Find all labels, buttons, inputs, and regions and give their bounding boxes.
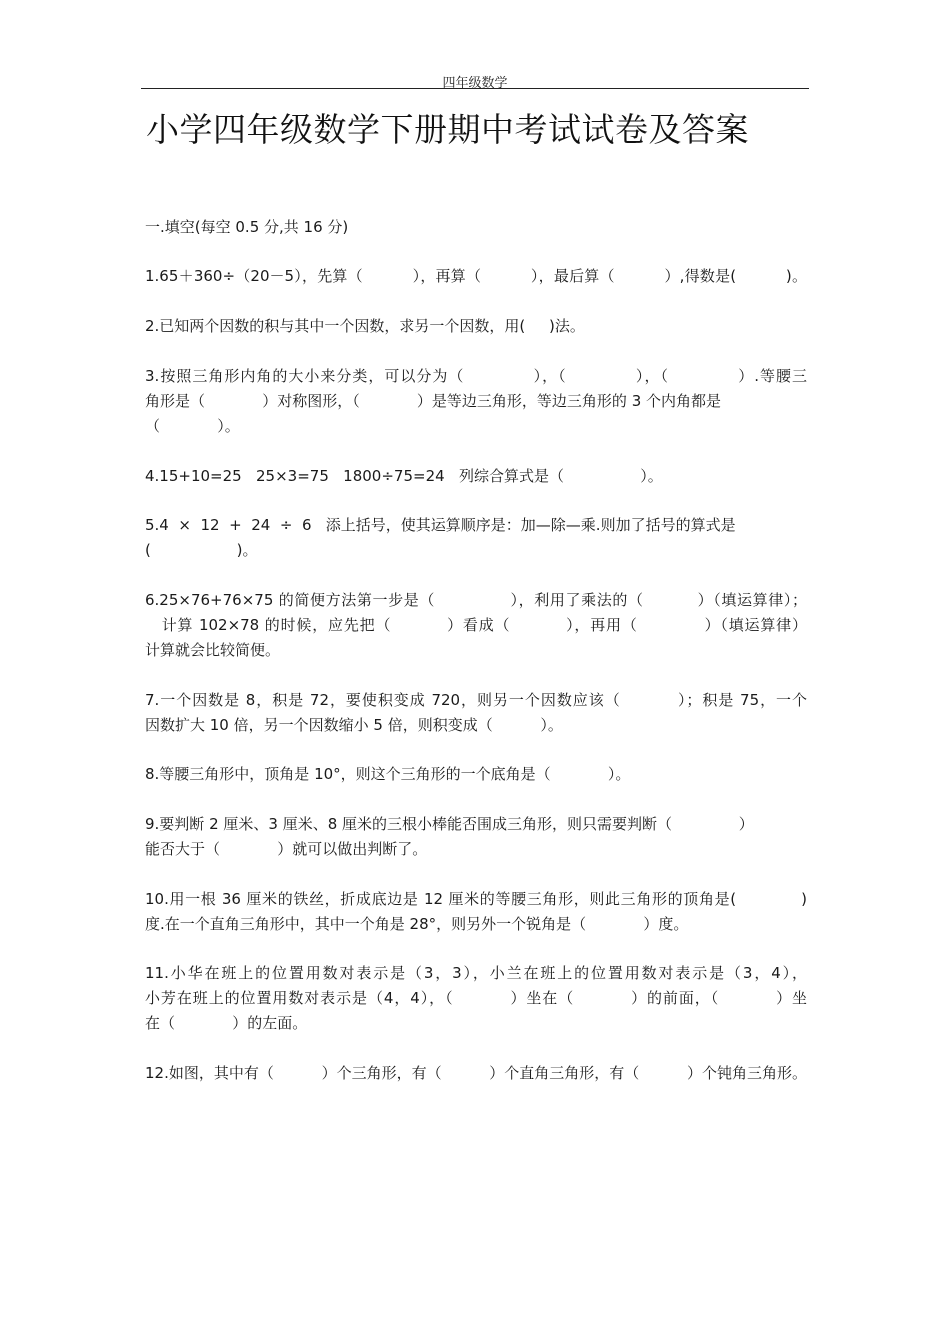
question-8 bbox=[145, 762, 807, 787]
question-line: 因数扩大 10 倍，另一个因数缩小 5 倍，则积变成（ ）。 bbox=[145, 716, 563, 734]
question-line: 5.4 × 12 + 24 ÷ 6 添上括号，使其运算顺序是：加—除—乘.则加了括号的算式是 bbox=[145, 516, 736, 534]
question-line: 计算 102×78 的时候，应先把（ ）看成（ ），再用（ ）（填运算律） bbox=[145, 616, 807, 634]
running-header: 四年级数学 bbox=[442, 76, 508, 91]
question-7 bbox=[145, 688, 807, 738]
question-line: 10.用一根 36 厘米的铁丝，折成底边是 12 厘米的等腰三角形，则此三角形的顶角是( ) bbox=[145, 890, 807, 908]
question-line: 在（ ）的左面。 bbox=[145, 1014, 308, 1032]
question-line: 计算就会比较简便。 bbox=[145, 641, 281, 659]
question-line: 12.如图，其中有（ ）个三角形，有（ ）个直角三角形，有（ ）个钝角三角形。 bbox=[145, 1064, 807, 1082]
question-line: 度.在一个直角三角形中，其中一个角是 28°，则另外一个锐角是（ ）度。 bbox=[145, 915, 689, 933]
question-5 bbox=[145, 513, 807, 563]
question-line: 角形是（ ）对称图形，（ ）是等边三角形，等边三角形的 3 个内角都是 bbox=[145, 392, 722, 410]
question-2 bbox=[145, 314, 807, 339]
question-line: 2.已知两个因数的积与其中一个因数，求另一个因数，用( )法。 bbox=[145, 317, 585, 335]
question-9 bbox=[145, 812, 807, 862]
section-heading: 一.填空(每空 0.5 分,共 16 分) bbox=[145, 218, 349, 236]
question-line: 9.要判断 2 厘米、3 厘米、8 厘米的三根小棒能否围成三角形，则只需要判断（ ） bbox=[145, 815, 754, 833]
question-line: 8.等腰三角形中，顶角是 10°，则这个三角形的一个底角是（ ）。 bbox=[145, 765, 631, 783]
question-line: ( )。 bbox=[145, 541, 258, 559]
question-10 bbox=[145, 887, 807, 937]
question-6 bbox=[145, 588, 807, 663]
question-line: 3.按照三角形内角的大小来分类，可以分为（ ），（ ），（ ）.等腰三 bbox=[145, 367, 807, 385]
question-12 bbox=[145, 1061, 807, 1086]
question-line: （ ）。 bbox=[145, 417, 240, 435]
question-11 bbox=[145, 961, 807, 1036]
question-line: 能否大于（ ）就可以做出判断了。 bbox=[145, 840, 428, 858]
header-rule bbox=[141, 88, 809, 89]
question-line: 4.15+10=25 25×3=75 1800÷75=24 列综合算式是（ ）。 bbox=[145, 467, 663, 485]
question-line: 6.25×76+76×75 的简便方法第一步是（ ），利用了乘法的（ ）（填运算律）； bbox=[145, 591, 807, 609]
question-1 bbox=[145, 264, 807, 289]
question-line: 11.小华在班上的位置用数对表示是（3，3），小兰在班上的位置用数对表示是（3，4）， bbox=[145, 964, 807, 982]
question-3 bbox=[145, 364, 807, 439]
page-title: 小学四年级数学下册期中考试试卷及答案 bbox=[146, 110, 749, 149]
question-line: 小芳在班上的位置用数对表示是（4，4），（ ）坐在（ ）的前面，（ ）坐 bbox=[145, 989, 807, 1007]
question-line: 7.一个因数是 8，积是 72，要使积变成 720，则另一个因数应该（ ）；积是 75，一个 bbox=[145, 691, 807, 709]
question-4 bbox=[145, 464, 807, 489]
question-line: 1.65＋360÷（20－5），先算（ ），再算（ ），最后算（ ）,得数是( )。 bbox=[145, 267, 807, 285]
